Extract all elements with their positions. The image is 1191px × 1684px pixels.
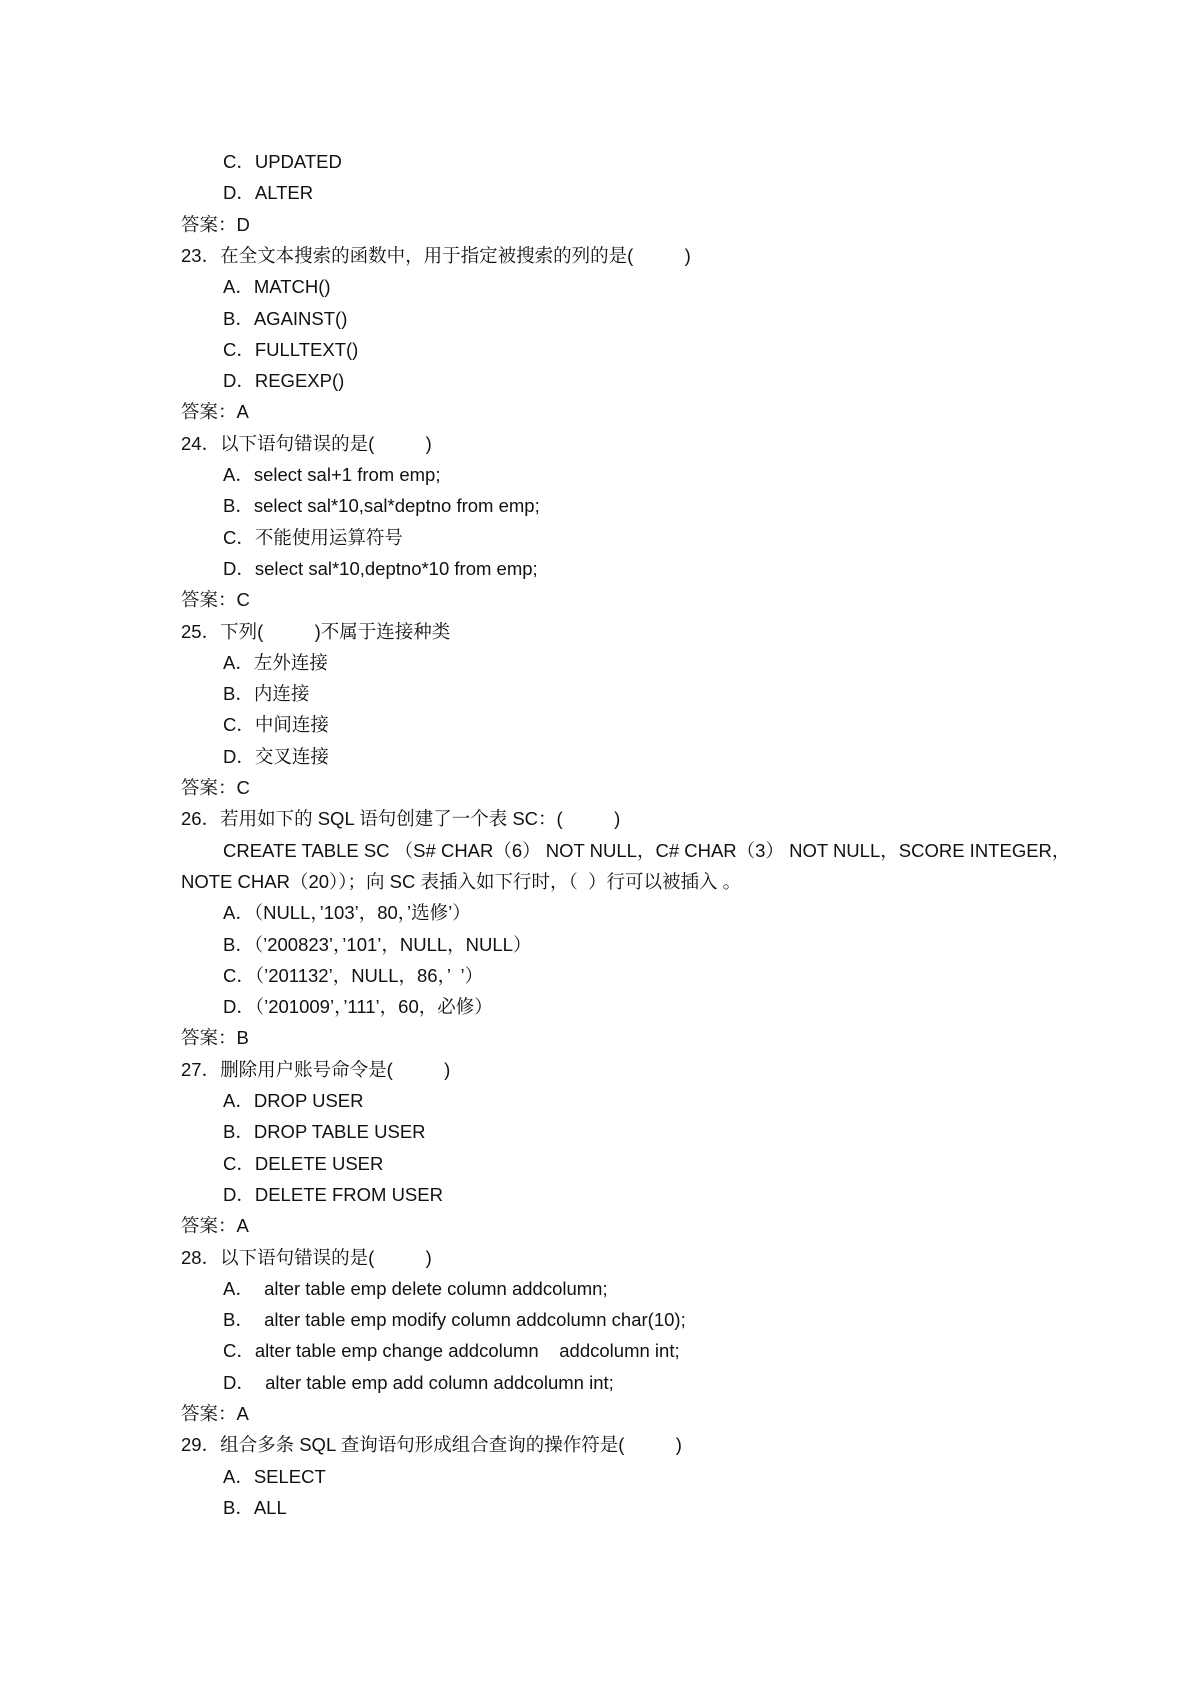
answer-option: C．不能使用运算符号 (223, 527, 403, 548)
answer-key: 答案：A (181, 1403, 249, 1424)
answer-option: D．交叉连接 (223, 746, 329, 767)
question-stem: 29．组合多条 SQL 查询语句形成组合查询的操作符是( ) (181, 1434, 682, 1455)
answer-option: D．ALTER (223, 182, 314, 203)
question-stem: 24．以下语句错误的是( ) (181, 433, 432, 454)
answer-option: D．（’201009’，’111’，60，必修） (223, 996, 493, 1017)
answer-key: 答案：A (181, 401, 249, 422)
answer-option: C．alter table emp change addcolumn addcolumn int; (223, 1340, 680, 1361)
answer-option: A． alter table emp delete column addcolumn; (223, 1278, 608, 1299)
answer-option: A．select sal+1 from emp; (223, 464, 441, 485)
answer-option: B．DROP TABLE USER (223, 1121, 426, 1142)
answer-option: B．AGAINST() (223, 308, 348, 329)
answer-option: A．左外连接 (223, 652, 328, 673)
answer-option: B．（’200823’，’101’，NULL，NULL） (223, 934, 532, 955)
answer-option: A．SELECT (223, 1466, 326, 1487)
answer-option: C．FULLTEXT() (223, 339, 359, 360)
answer-key: 答案：D (181, 214, 250, 235)
answer-key: 答案：B (181, 1027, 249, 1048)
answer-option: D．REGEXP() (223, 370, 345, 391)
answer-option: B．ALL (223, 1497, 287, 1518)
question-stem: 26．若用如下的 SQL 语句创建了一个表 SC：( ) (181, 808, 621, 829)
answer-key: 答案：A (181, 1215, 249, 1236)
question-continuation: CREATE TABLE SC （S# CHAR（6） NOT NULL，C# CHAR（3） NOT NULL，SCORE INTEGER， (223, 840, 1071, 861)
answer-key: 答案：C (181, 589, 250, 610)
answer-option: B．内连接 (223, 683, 310, 704)
answer-option: C．（’201132’，NULL，86，’ ’） (223, 965, 484, 986)
question-continuation: NOTE CHAR（20））；向 SC 表插入如下行时，（ ）行可以被插入 。 (181, 871, 742, 892)
question-stem: 28．以下语句错误的是( ) (181, 1247, 432, 1268)
question-stem: 25．下列( )不属于连接种类 (181, 621, 451, 642)
answer-option: A．（NULL，’103’，80，’选修’） (223, 902, 471, 923)
answer-option: B．select sal*10,sal*deptno from emp; (223, 495, 540, 516)
question-stem: 23．在全文本搜索的函数中，用于指定被搜索的列的是( ) (181, 245, 691, 266)
answer-option: B． alter table emp modify column addcolumn char(10); (223, 1309, 686, 1330)
answer-option: A．DROP USER (223, 1090, 364, 1111)
answer-option: D． alter table emp add column addcolumn int; (223, 1372, 614, 1393)
answer-option: C．DELETE USER (223, 1153, 384, 1174)
answer-option: A．MATCH() (223, 276, 331, 297)
question-stem: 27．删除用户账号命令是( ) (181, 1059, 451, 1080)
answer-option: D．select sal*10,deptno*10 from emp; (223, 558, 538, 579)
answer-option: C．UPDATED (223, 151, 342, 172)
answer-option: D．DELETE FROM USER (223, 1184, 443, 1205)
answer-option: C．中间连接 (223, 714, 329, 735)
answer-key: 答案：C (181, 777, 250, 798)
